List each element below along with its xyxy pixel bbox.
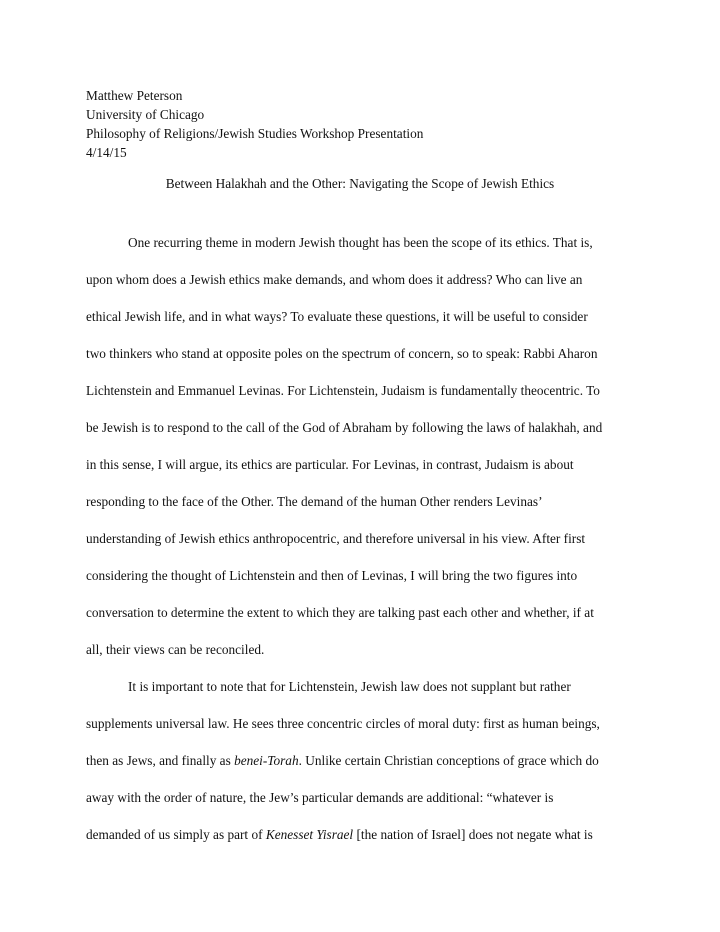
paragraph-1-line: all, their views can be reconciled. [86,642,265,657]
text-run: then as Jews, and finally as [86,753,235,768]
paragraph-1-line: responding to the face of the Other. The demand of the human Other renders Levinas’ [86,494,543,509]
paragraph-1-line: conversation to determine the extent to which they are talking past each other and whether, if at [86,605,594,620]
course-name: Philosophy of Religions/Jewish Studies Workshop Presentation [86,126,424,141]
document-title: Between Halakhah and the Other: Navigating the Scope of Jewish Ethics [165,176,555,191]
text-run: . Unlike certain Christian conceptions of grace which do [298,753,599,768]
italic-term: Kenesset Yisrael [265,827,354,842]
italic-term: benei-Torah [234,753,299,768]
institution-name: University of Chicago [86,107,205,122]
document-header [86,86,423,162]
paragraph-2-line: away with the order of nature, the Jew’s particular demands are additional: “whatever is [86,790,554,805]
paragraph-1-line: in this sense, I will argue, its ethics are particular. For Levinas, in contrast, Judaism is about [86,457,574,472]
paragraph-1-line: understanding of Jewish ethics anthropocentric, and therefore universal in his view. After first [86,531,586,546]
paragraph-1-line: ethical Jewish life, and in what ways? To evaluate these questions, it will be useful to consider [86,309,588,324]
paragraph-1-line: considering the thought of Lichtenstein and then of Levinas, I will bring the two figures into [86,568,578,583]
paragraph-2-line: supplements universal law. He sees three concentric circles of moral duty: first as human beings, [86,716,600,731]
document-date: 4/14/15 [86,145,127,160]
paragraph-1-line: two thinkers who stand at opposite poles on the spectrum of concern, so to speak: Rabbi Aharon [86,346,598,361]
text-run: [the nation of Israel] does not negate what is [353,827,593,842]
paragraph-1-line: be Jewish is to respond to the call of the God of Abraham by following the laws of halakhah, and [86,420,603,435]
text-run: demanded of us simply as part of [86,827,266,842]
paragraph-1-line: One recurring theme in modern Jewish thought has been the scope of its ethics. That is, [128,235,593,250]
paragraph-1-line: Lichtenstein and Emmanuel Levinas. For Lichtenstein, Judaism is fundamentally theocentric. To [86,383,600,398]
author-name: Matthew Peterson [86,88,183,103]
paragraph-2-line [86,825,593,844]
paragraph-2-line: It is important to note that for Lichtenstein, Jewish law does not supplant but rather [128,679,571,694]
paragraph-2-line [86,751,599,770]
paragraph-1-line: upon whom does a Jewish ethics make demands, and whom does it address? Who can live an [86,272,583,287]
